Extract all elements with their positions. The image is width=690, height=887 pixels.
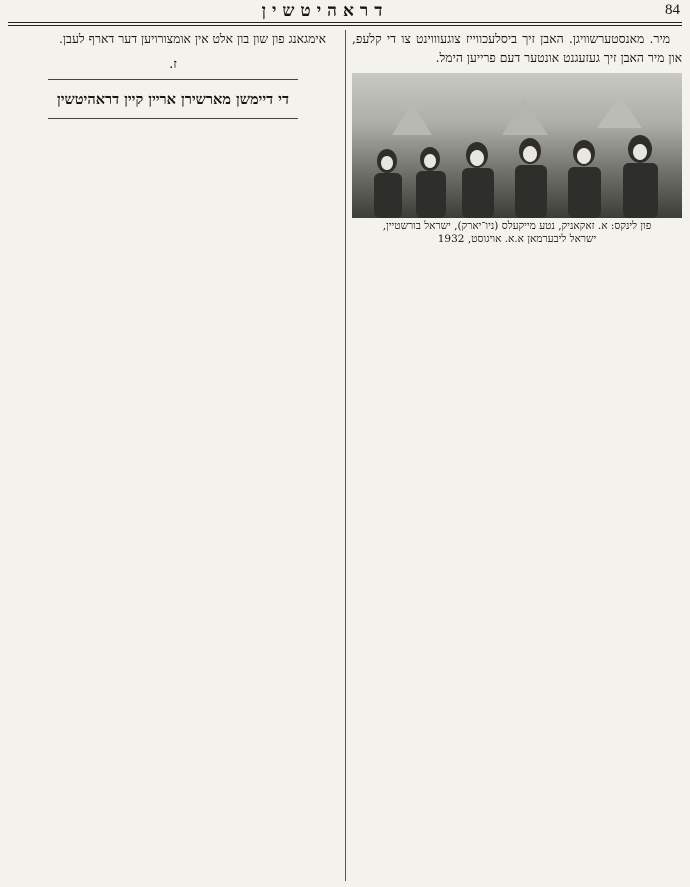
running-title: דראהיטשין (261, 1, 389, 21)
photo-caption (352, 220, 682, 246)
group-photo-figures (352, 73, 682, 218)
right-column (352, 30, 682, 883)
page-number: 84 (665, 2, 680, 18)
column-divider (345, 30, 346, 881)
page-header (8, 0, 682, 22)
caption-line: ישראל ליבערמאן א.א. אויגוסט, 1932 (437, 232, 597, 245)
caption-line: פון לינקס: א. זאקאניק, נטע מייקעלס (ניו־יארק), ישראל בורשטיין, (382, 219, 652, 232)
section-rule (48, 79, 298, 80)
section-number: ז. (169, 57, 177, 73)
section-rule (48, 118, 298, 119)
section-heading: די דיימשן מארשירן אריין קיין דראהיטשין (57, 90, 289, 108)
left-column (8, 30, 338, 883)
body-paragraph: מיר. מאנסטערשוויגן. האבן זיך ביסלעכווייז צוגעוווינט צו די קלעפ, און מיר האבן זיך געזעגנט אונטער דעם פרייען הימל. (352, 32, 682, 66)
group-photo (352, 73, 682, 218)
header-rule (8, 22, 682, 26)
body-paragraph: אימגאנג פון שון בון אלט אין אומצורויען דער דארף לעבן. (59, 32, 326, 46)
